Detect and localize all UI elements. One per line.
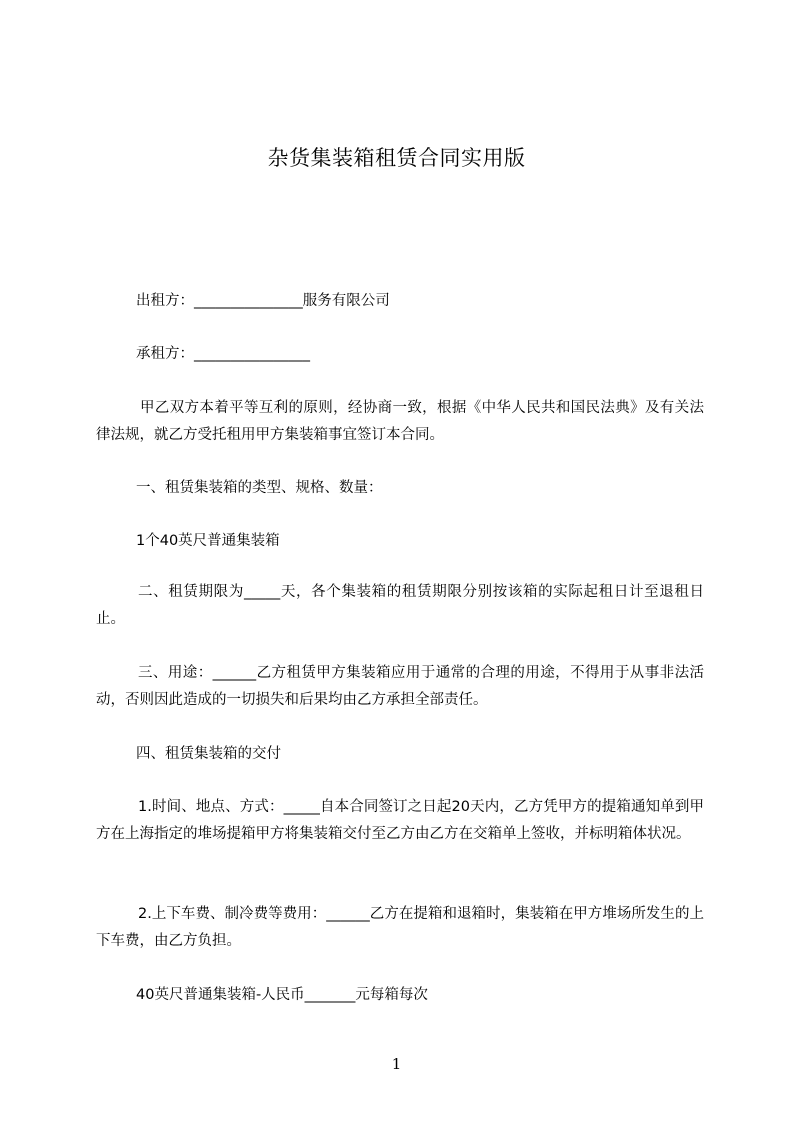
section1-item: 1个40英尺普通集装箱 — [136, 533, 280, 549]
page-number: 1 — [391, 1055, 402, 1073]
section1-heading: 一、租赁集装箱的类型、规格、数量： — [136, 480, 383, 496]
section2-paragraph: 二、租赁期限为_____天，各个集装箱的租赁期限分别按该箱的实际起租日计至退租日止。 — [96, 584, 704, 627]
intro-paragraph: 甲乙双方本着平等互利的原则，经协商一致，根据《中华人民共和国民法典》及有关法律法规，就乙方受托租用甲方集装箱事宜签订本合同。 — [96, 400, 704, 443]
fee-line: 40英尺普通集装箱-人民币_______元每箱每次 — [136, 987, 428, 1003]
lessor-line: 出租方：_______________服务有限公司 — [136, 293, 390, 309]
section4-item2-paragraph: 2.上下车费、制冷费等费用：______乙方在提箱和退箱时，集装箱在甲方堆场所发生的上下车费，由乙方负担。 — [96, 906, 704, 949]
lessee-line: 承租方：________________ — [136, 346, 310, 362]
section4-heading: 四、租赁集装箱的交付 — [136, 746, 281, 762]
section4-item1-paragraph: 1.时间、地点、方式：_____自本合同签订之日起20天内，乙方凭甲方的提箱通知单到甲方在上海指定的堆场提箱甲方将集装箱交付至乙方由乙方在交箱单上签收，并标明箱体状况。 — [96, 799, 704, 842]
document-title: 杂货集装箱租赁合同实用版 — [267, 146, 526, 170]
section3-paragraph: 三、用途：______乙方租赁甲方集装箱应用于通常的合理的用途，不得用于从事非法活动，否则因此造成的一切损失和后果均由乙方承担全部责任。 — [96, 665, 704, 708]
